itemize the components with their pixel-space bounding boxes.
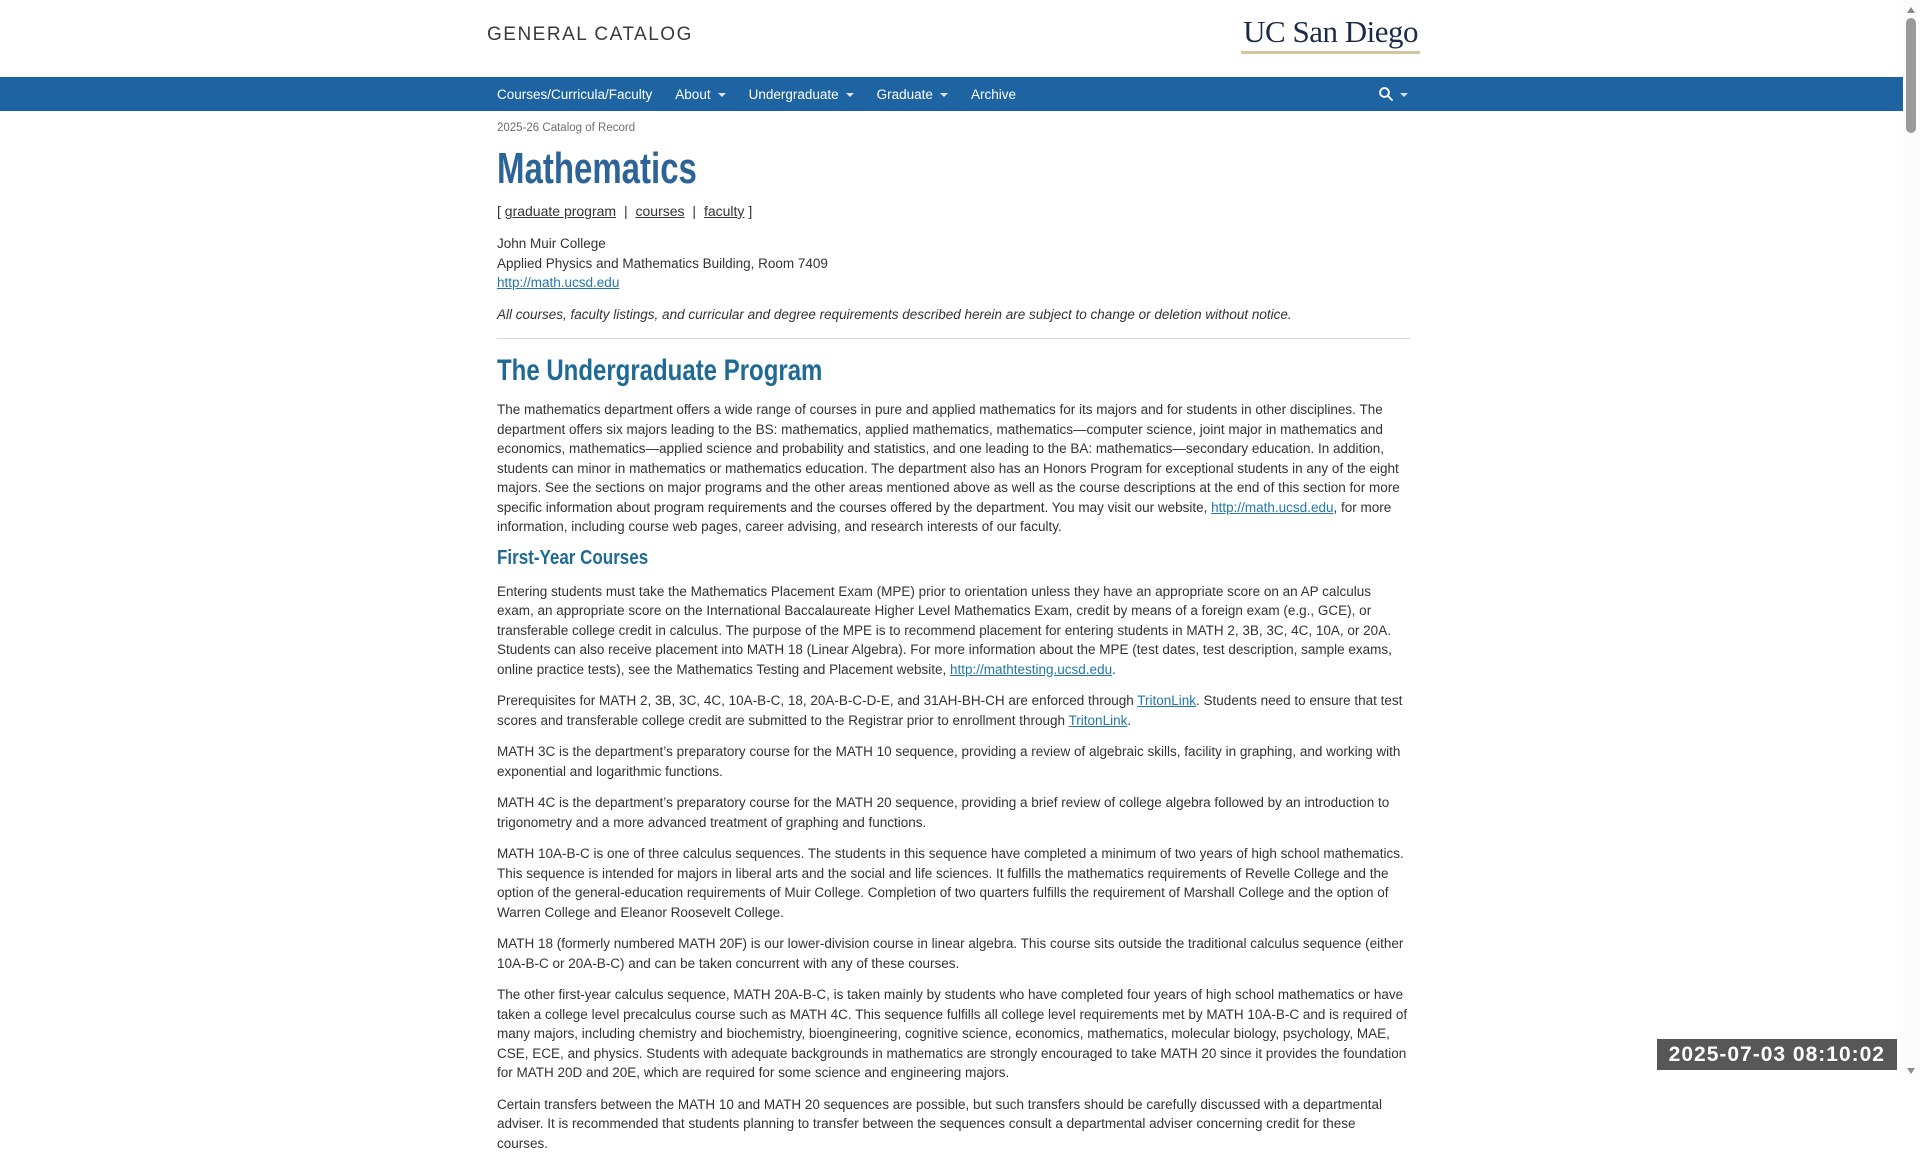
paragraph-math20abc: The other first-year calculus sequence, MATH 20A-B-C, is taken mainly by students who have completed four years of high school mathematics or have taken a college level precalculus course such as MATH 4C. This sequence fulfills all college level requirements met by MATH 10A-B-C and is required of many majors, including chemistry and biochemistry, bioengineering, cognitive science, economics, mathematics, molecular biology, psychology, MAE, CSE, ECE, and physics. Students with adequate backgrounds in mathematics are strongly encouraged to take MATH 20 since it provides the foundation for MATH 20D and 20E, which are required for some science and engineering majors. <box>497 985 1410 1083</box>
subsection-heading-first-year-courses: First-Year Courses <box>497 546 1273 570</box>
separator: | <box>692 203 696 219</box>
page-title: Mathematics <box>497 147 1182 191</box>
text-segment: . Students need to ensure that test scores and transferable college credit are submitted to the Registrar prior to enrollment through <box>497 693 1402 728</box>
paragraph-mpe <box>497 582 1410 680</box>
page-subnav <box>497 203 1410 219</box>
text-segment: . <box>1127 713 1131 728</box>
tritonlink-link[interactable]: TritonLink <box>1069 713 1128 728</box>
building-address: Applied Physics and Mathematics Building, Room 7409 <box>497 254 1410 274</box>
nav-item-undergraduate[interactable]: Undergraduate <box>749 87 854 102</box>
page-content <box>497 122 1410 1153</box>
search-button[interactable] <box>1378 77 1408 111</box>
chevron-down-icon <box>940 93 948 97</box>
tritonlink-link[interactable]: TritonLink <box>1137 693 1196 708</box>
nav-item-graduate[interactable]: Graduate <box>877 87 948 102</box>
paragraph-prerequisites <box>497 691 1410 730</box>
text-segment: Prerequisites for MATH 2, 3B, 3C, 4C, 10A-B-C, 18, 20A-B-C-D-E, and 31AH-BH-CH are enforced through <box>497 693 1137 708</box>
paragraph-math3c: MATH 3C is the department’s preparatory course for the MATH 10 sequence, providing a review of algebraic skills, facility in graphing, and working with exponential and logarithmic functions. <box>497 742 1410 781</box>
text-segment: The mathematics department offers a wide range of courses in pure and applied mathematics for its majors and for students in other disciplines. The department offers six majors leading to the BS: mathematics, applied mathematics, mathematics—computer science, joint major in mathematics and economics, mathematics—applied science and probability and statistics, and one leading to the BA: mathematics—secondary education. In addition, students can minor in mathematics or mathematics education. The department also has an Honors Program for exceptional students in any of the eight majors. See the sections on major programs and the other areas mentioned above as well as the course descriptions at the end of this section for more specific information about program requirements and the courses offered by the department. You may visit our website, <box>497 402 1400 515</box>
chevron-down-icon <box>846 93 854 97</box>
main-nav <box>0 77 1920 111</box>
ucsd-logo[interactable]: UC San Diego <box>1241 16 1420 54</box>
college-name: John Muir College <box>497 234 1410 254</box>
text-segment: . <box>1112 662 1116 677</box>
search-icon <box>1378 86 1394 102</box>
scrollbar-down-arrow-icon[interactable] <box>1907 1068 1915 1074</box>
scrollbar-thumb[interactable] <box>1906 18 1916 133</box>
nav-item-about[interactable]: About <box>675 87 725 102</box>
intro-paragraph <box>497 400 1410 537</box>
graduate-program-link[interactable]: graduate program <box>505 203 616 219</box>
scrollbar-up-arrow-icon[interactable] <box>1907 7 1915 13</box>
separator: | <box>624 203 628 219</box>
disclaimer-text: All courses, faculty listings, and curricular and degree requirements described herein are subject to change or deletion without notice. <box>497 307 1410 322</box>
text-segment: , for more information, including course web pages, career advising, and research interests of our faculty. <box>497 500 1391 535</box>
faculty-link[interactable]: faculty <box>704 203 744 219</box>
site-header <box>0 0 1920 77</box>
chevron-down-icon <box>1400 93 1408 97</box>
bracket-close: ] <box>748 203 752 219</box>
site-title: GENERAL CATALOG <box>487 24 693 46</box>
timestamp-overlay: 2025-07-03 08:10:02 <box>1657 1039 1897 1070</box>
math-website-link[interactable]: http://math.ucsd.edu <box>1211 500 1333 515</box>
paragraph-math10abc: MATH 10A-B-C is one of three calculus sequences. The students in this sequence have completed a minimum of two years of high school mathematics. This sequence is intended for majors in liberal arts and the social and life sciences. It fulfills the mathematics requirements of Revelle College and the option of the general-education requirements of Muir College. Completion of two quarters fulfills the requirement of Marshall College and the option of Warren College and Eleanor Roosevelt College. <box>497 844 1410 922</box>
text-segment: Entering students must take the Mathematics Placement Exam (MPE) prior to orientation unless they have an appropriate score on an AP calculus exam, an appropriate score on the International Baccalaureate Higher Level Mathematics Exam, credit by means of a foreign exam (e.g., GCE), or transferable college credit in calculus. The purpose of the MPE is to recommend placement for entering students in MATH 2, 3B, 3C, 4C, 10A, or 20A. Students can also receive placement into MATH 18 (Linear Algebra). For more information about the MPE (test dates, test description, sample exams, online practice tests), see the Mathematics Testing and Placement website, <box>497 584 1392 677</box>
section-heading-undergraduate-program: The Undergraduate Program <box>497 354 1227 389</box>
paragraph-math4c: MATH 4C is the department’s preparatory course for the MATH 20 sequence, providing a brief review of college algebra followed by an introduction to trigonometry and a more advanced treatment of graphing and functions. <box>497 793 1410 832</box>
courses-link[interactable]: courses <box>636 203 685 219</box>
paragraph-math18: MATH 18 (formerly numbered MATH 20F) is our lower-division course in linear algebra. This course sits outside the traditional calculus sequence (either 10A-B-C or 20A-B-C) and can be taken concurrent with any of these courses. <box>497 934 1410 973</box>
department-address <box>497 234 1410 293</box>
paragraph-transfers: Certain transfers between the MATH 10 and MATH 20 sequences are possible, but such transfers should be carefully discussed with a departmental adviser. It is recommended that students planning to transfer between the sequences consult a departmental adviser concerning credit for these courses. <box>497 1095 1410 1153</box>
bracket-open: [ <box>497 203 501 219</box>
scrollbar[interactable] <box>1903 0 1920 1080</box>
department-website-link[interactable]: http://math.ucsd.edu <box>497 275 619 290</box>
nav-item-courses-curricula-faculty[interactable]: Courses/Curricula/Faculty <box>497 87 652 102</box>
catalog-record-label: 2025-26 Catalog of Record <box>497 122 1410 134</box>
nav-item-archive[interactable]: Archive <box>971 87 1016 102</box>
divider <box>497 338 1410 339</box>
mathtesting-website-link[interactable]: http://mathtesting.ucsd.edu <box>950 662 1112 677</box>
chevron-down-icon <box>718 93 726 97</box>
